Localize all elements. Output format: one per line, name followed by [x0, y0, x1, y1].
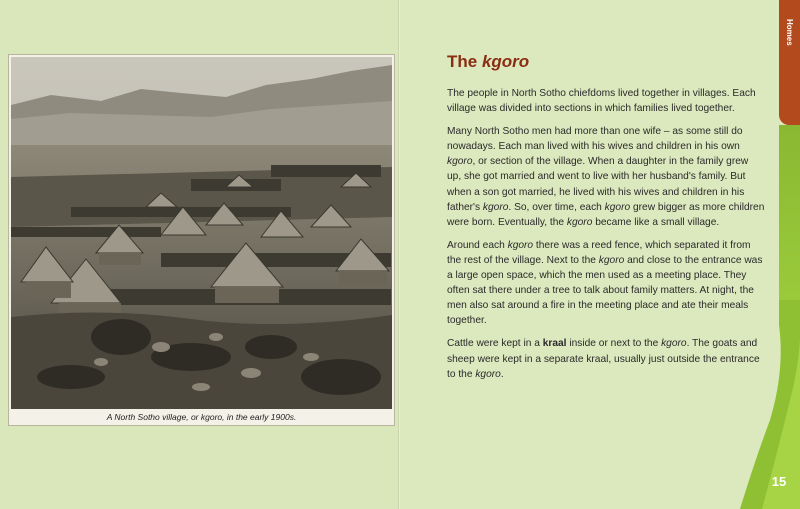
term-kgoro: kgoro: [507, 239, 534, 251]
text-run: grew bigger as more children were born. Eventually, the: [447, 201, 765, 228]
text-run: inside or next to the: [566, 338, 662, 350]
title-term: kgoro: [481, 52, 530, 71]
text-run: there was a reed fence, which separated it from the rest of the village. Next to the: [447, 239, 751, 266]
village-photo: [11, 57, 392, 409]
text-run: Around each: [447, 239, 508, 251]
term-kgoro: kgoro: [447, 156, 473, 168]
text-run: .: [500, 368, 504, 380]
section-tab-stripe: [779, 125, 800, 325]
text-run: became like a small village.: [592, 216, 720, 228]
term-kgoro: kgoro: [475, 368, 501, 380]
village-photo-illustration: [11, 57, 392, 409]
left-page: [0, 0, 399, 509]
text-run: and close to the entrance was a large open space, which the men used as a meeting place. They often sat there under a tree to talk about family matters. At night, the men also sat around a fire in the meeting place and ate their meals together.: [447, 254, 763, 327]
text-run: . The goats and sheep were kept in a separate kraal, usually just outside the entrance to the: [447, 338, 760, 380]
section-tab-label: Homes: [785, 18, 794, 46]
photo-frame: [8, 54, 395, 426]
term-kgoro: kgoro: [566, 216, 593, 228]
text-run: . So, over time, each: [508, 201, 605, 213]
text-run: , or section of the village. When a daughter in the family grew up, she got married and went to live with her husband's family. But when a son got married, he lived with his wives and children in his father's: [447, 156, 749, 213]
text-run: Many North Sotho men had more than one wife – as some still do nowadays. Each man lived with his wives and children in his own: [447, 126, 743, 153]
term-kgoro: kgoro: [604, 201, 631, 213]
page-title: [447, 52, 529, 72]
paragraph-1: The people in North Sotho chiefdoms lived together in villages. Each village was divided into sections in which families lived together.: [447, 88, 756, 115]
photo-caption: A North Sotho village, or kgoro, in the early 1900s.: [106, 412, 297, 422]
paragraph-2: [447, 124, 765, 230]
title-prefix: The: [447, 52, 482, 71]
term-kgoro: kgoro: [598, 254, 625, 266]
section-tab: [779, 0, 800, 125]
term-kgoro: kgoro: [482, 201, 509, 213]
page-number: 15: [771, 474, 787, 489]
term-kgoro: kgoro: [661, 338, 687, 350]
term-kraal: kraal: [542, 338, 567, 350]
text-run: Cattle were kept in a: [447, 338, 543, 350]
